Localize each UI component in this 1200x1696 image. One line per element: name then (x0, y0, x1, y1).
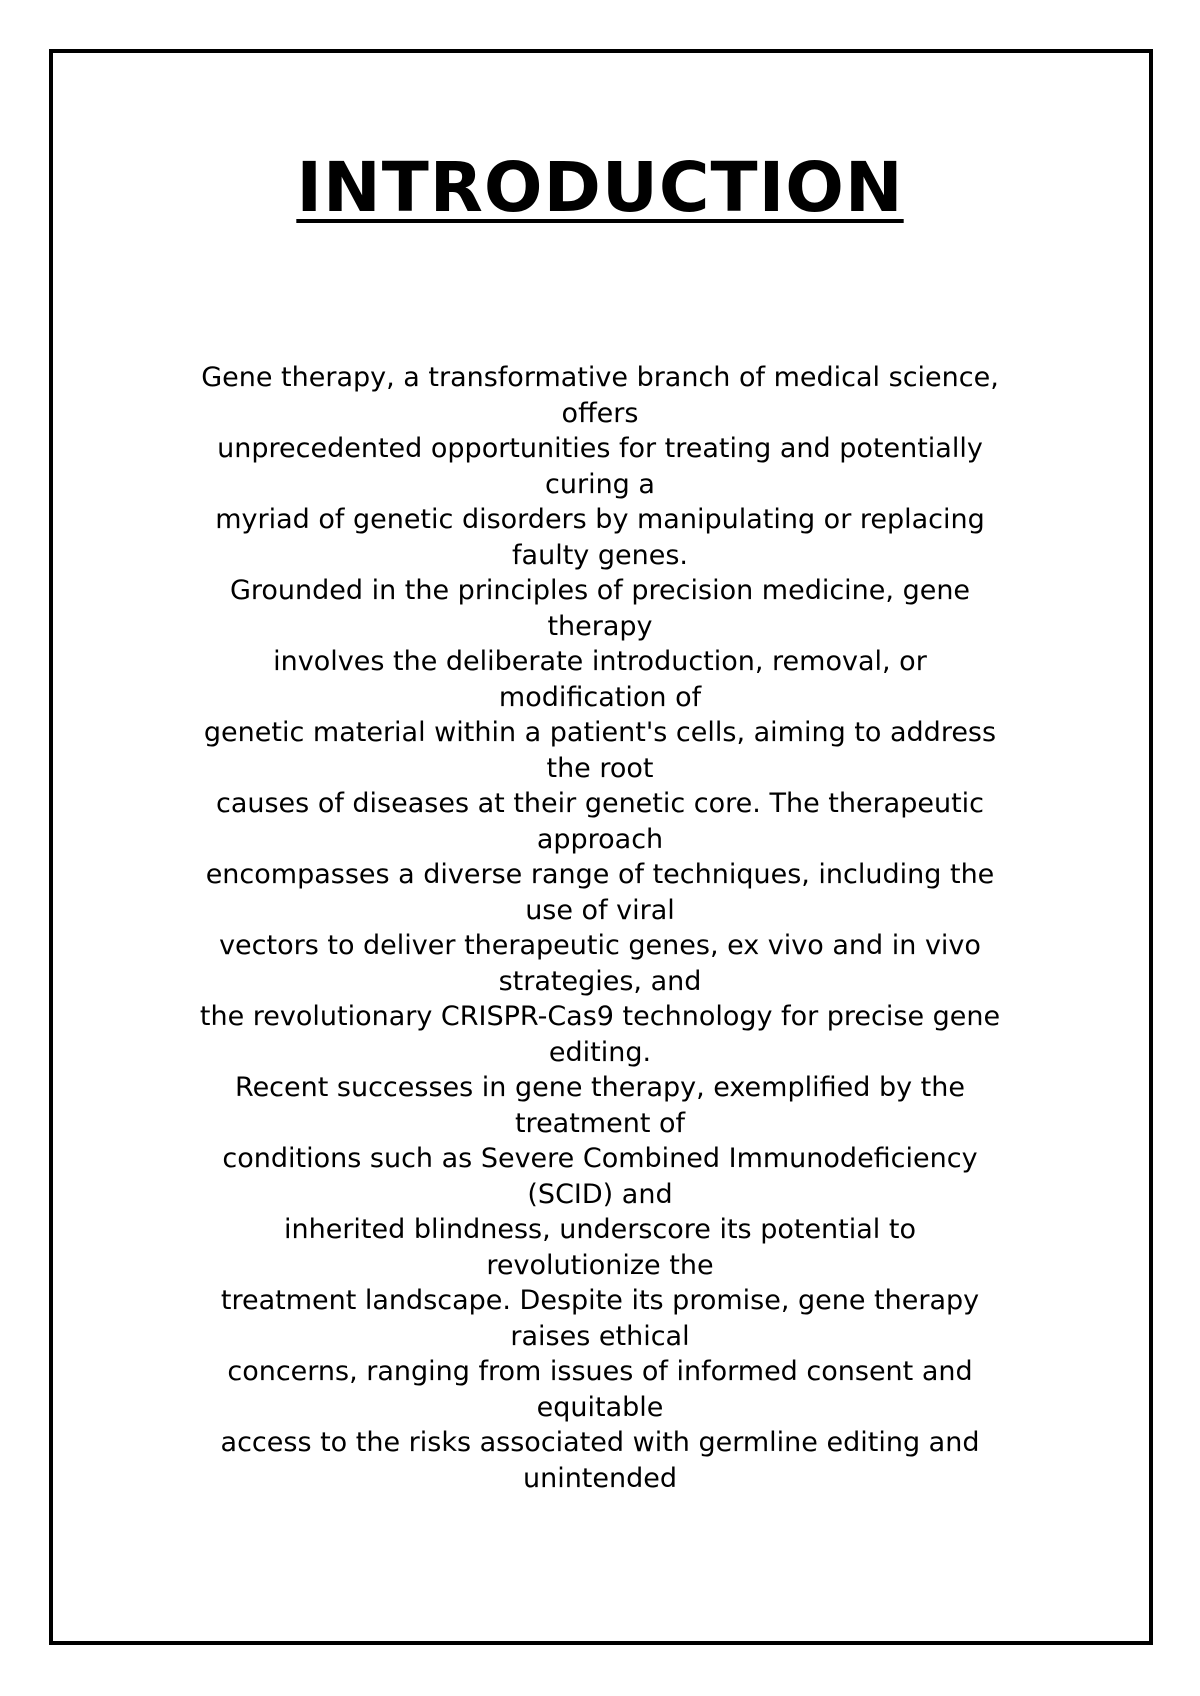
body-line: access to the risks associated with germline editing and (220, 1427, 980, 1458)
body-line: unintended (522, 1462, 678, 1494)
body-line: treatment of (514, 1107, 686, 1139)
body-line: curing a (545, 468, 655, 500)
body-line: conditions such as Severe Combined Immunodeficiency (222, 1143, 978, 1174)
body-line: causes of diseases at their genetic core. The therapeutic (215, 788, 985, 819)
body-line: therapy (547, 610, 653, 642)
body-line: myriad of genetic disorders by manipulating or replacing (215, 504, 985, 535)
body-line: the root (546, 752, 654, 784)
body-line: raises ethical (510, 1320, 690, 1352)
body-line: Grounded in the principles of precision medicine, gene (229, 575, 971, 606)
body-line: unprecedented opportunities for treating and potentially (217, 433, 983, 464)
body-line: genetic material within a patient's cells, aiming to address (203, 717, 997, 748)
body-line: faulty genes. (512, 539, 688, 571)
body-line: approach (536, 823, 664, 855)
body-line: the revolutionary CRISPR-Cas9 technology for precise gene (199, 1001, 1001, 1032)
body-line: treatment landscape. Despite its promise, gene therapy (220, 1285, 980, 1316)
body-line: equitable (536, 1391, 664, 1423)
body-line: modification of (498, 681, 702, 713)
body-line: encompasses a diverse range of techniques, including the (205, 859, 995, 890)
body-line: strategies, and (498, 965, 702, 997)
body-line: Gene therapy, a transformative branch of medical science, (201, 362, 999, 393)
body-line: inherited blindness, underscore its potential to (283, 1214, 916, 1245)
body-line: revolutionize the (486, 1249, 714, 1281)
body-line: concerns, ranging from issues of informed consent and (227, 1356, 973, 1387)
body-line: involves the deliberate introduction, removal, or (273, 646, 927, 677)
body-line: use of viral (525, 894, 675, 926)
body-line: Recent successes in gene therapy, exemplified by the (235, 1072, 965, 1103)
body-line: editing. (548, 1036, 652, 1068)
page-title: INTRODUCTION (296, 148, 904, 228)
body-line: vectors to deliver therapeutic genes, ex vivo and in vivo (219, 930, 981, 961)
body-line: (SCID) and (527, 1178, 673, 1210)
body-line: offers (561, 397, 639, 429)
body-text (140, 360, 1060, 1496)
